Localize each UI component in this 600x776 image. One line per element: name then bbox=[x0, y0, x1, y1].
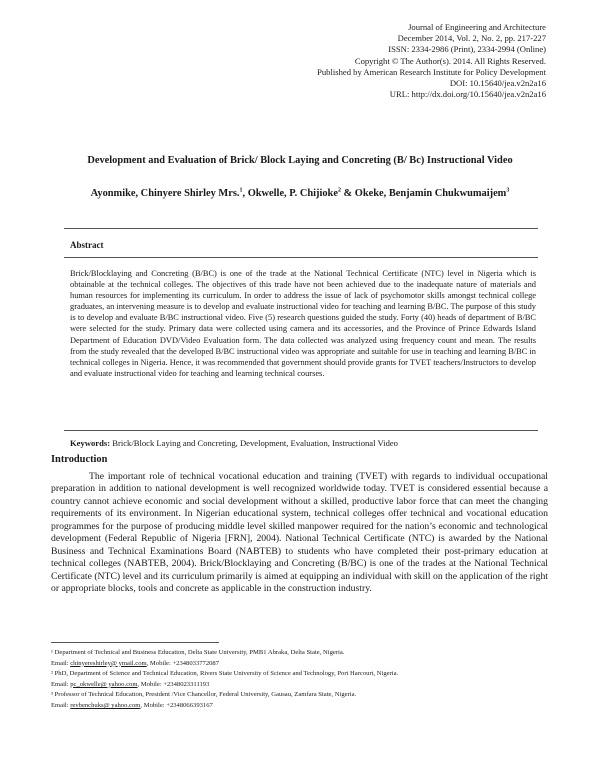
footnote-mobile: , Mobile: +2348066393167 bbox=[140, 701, 213, 709]
introduction-heading: Introduction bbox=[51, 454, 108, 465]
author-mark: 1 bbox=[239, 187, 243, 194]
publisher-line: Published by American Research Institute for Policy Development bbox=[317, 66, 546, 77]
footnote-affiliation: ³ Professor of Technical Education, President /Vice Chancellor, Federal University, Gausau, Zamfara State, Nigeria. bbox=[51, 691, 357, 699]
author-list bbox=[40, 188, 560, 199]
doi-line: DOI: 10.15640/jea.v2n2a16 bbox=[449, 78, 546, 89]
author-separator: , bbox=[242, 188, 248, 199]
keywords-line bbox=[70, 438, 398, 448]
footnote-mobile: , Mobile: +2348023311193 bbox=[137, 680, 210, 688]
email-link[interactable]: pc_okwelle@ yahoo.com bbox=[70, 680, 138, 688]
footnote-email-prefix: Email: bbox=[51, 701, 71, 709]
footnote-email-line bbox=[51, 701, 551, 712]
journal-issue: December 2014, Vol. 2, No. 2, pp. 217-227 bbox=[397, 33, 546, 44]
footnote-rule bbox=[51, 642, 219, 643]
copyright-line: Copyright © The Author(s). 2014. All Rights Reserved. bbox=[354, 55, 546, 66]
abstract-bottom-rule bbox=[64, 430, 538, 431]
footnote-email-line bbox=[51, 680, 551, 691]
journal-header bbox=[317, 22, 546, 100]
author-name: Ayonmike, Chinyere Shirley Mrs. bbox=[90, 188, 240, 199]
journal-name: Journal of Engineering and Architecture bbox=[408, 22, 546, 32]
abstract-heading-rule bbox=[64, 257, 538, 258]
author-name: Okwelle, P. Chijioke bbox=[247, 188, 338, 199]
keywords-label: Keywords: bbox=[70, 438, 111, 448]
footnote-mobile: , Mobile: +2348033772087 bbox=[146, 659, 220, 667]
author-mark: 2 bbox=[337, 187, 341, 194]
paper-title: Development and Evaluation of Brick/ Block Laying and Concreting (B/ Bc) Instructional Video bbox=[87, 155, 513, 166]
email-link[interactable]: revbenchuks@ yahoo.com bbox=[70, 701, 141, 709]
footnote-email-prefix: Email: bbox=[51, 680, 71, 688]
abstract-heading: Abstract bbox=[70, 240, 104, 250]
introduction-text: The important role of technical vocational education and training (TVET) with regards to individual occupational preparation in addition to national development is well recognized worldwide today. TVET is considered essential because a country cannot achieve economic and social development without a skilled, productive labor force that can meet the changing requirements of its environment. In Nigerian educational system, technical colleges offer technical and vocational education programmes for the purpose of producing middle level skilled manpower required for the nation’s economic and technological development (Federal Republic of Nigeria [FRN], 2004). National Technical Certificate (NTC) is awarded by the National Business and Technical Examinations Board (NABTEB) to students who have completed their post-primary education at technical colleges (NABTEB, 2004). Brick/Blocklaying and Concreting (B/BC) is one of the trades at the National Technical Certificate (NTC) level and its curriculum primarily is aimed at equipping an individual with skill on the application of the right or appropriate blocks, tools and concrete as applicable in the construction industry. bbox=[51, 471, 548, 595]
footnote-email-line bbox=[51, 659, 551, 670]
url-line: URL: http://dx.doi.org/10.15640/jea.v2n2a16 bbox=[389, 89, 546, 100]
email-link[interactable]: chinyereshirley@ ymail.com bbox=[70, 659, 147, 667]
footnotes bbox=[51, 648, 551, 712]
author-name: Okeke, Benjamin Chukwumaijem bbox=[354, 188, 507, 199]
author-separator: & bbox=[340, 188, 355, 199]
abstract-text: Brick/Blocklaying and Concreting (B/BC) is one of the trade at the National Technical Certificate (NTC) level in Nigeria which is obtainable at the technical colleges. The objectives of this trade have not been achieved due to the inadequate nature of materials and human resources for implementing its curriculum. In order to address the issue of lack of psychomotor skills amongst technical college graduates, an intervening measure is to develop and evaluate instructional video for teaching and learning B/BC. The purpose of this study is to develop and evaluate B/BC instructional video. Five (5) research questions guided the study. Forty (40) heads of department of B/BC were selected for the study. Primary data were collected using camera and its accessories, and the Province of Prince Edwards Island Department of Education DVD/Video Evaluation form. The data collected was analyzed using frequency count and mean. The results from the study revealed that the developed B/BC instructional video was appropriate and suitable for use in teaching and learning B/BC in technical colleges in Nigeria. Hence, it was recommended that government should provide grants for TVET teachers/Instructors to develop and evaluate instructional video for teaching and learning technical courses. bbox=[70, 269, 536, 378]
journal-issn: ISSN: 2334-2986 (Print), 2334-2994 (Online) bbox=[388, 44, 546, 55]
abstract-top-rule bbox=[64, 228, 538, 229]
footnote-affiliation: ¹ Department of Technical and Business Education, Delta State University, PMB1 Abraka, Delta State, Nigeria. bbox=[51, 649, 345, 656]
author-mark: 3 bbox=[506, 187, 510, 194]
footnote-affiliation: ² PhD, Department of Science and Technical Education, Rivers State University of Science and Technology, Port Harcourt, Nigeria. bbox=[51, 670, 399, 678]
footnote-email-prefix: Email: bbox=[51, 659, 71, 667]
keywords-text: Brick/Block Laying and Concreting, Development, Evaluation, Instructional Video bbox=[112, 438, 398, 448]
